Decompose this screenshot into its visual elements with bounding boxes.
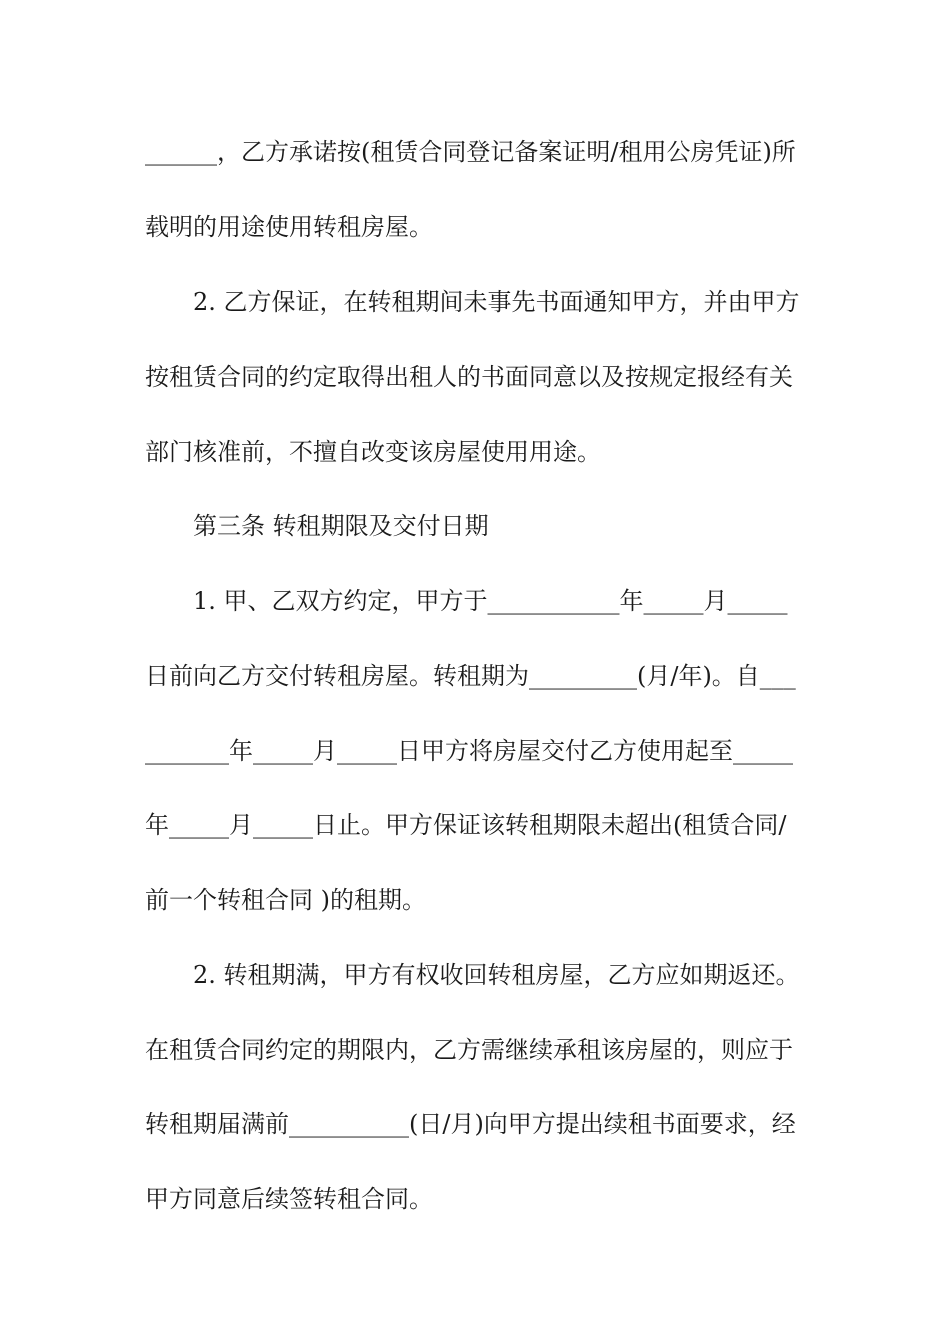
article-3-heading: 第三条 转租期限及交付日期 xyxy=(193,512,489,540)
text-line: 载明的用途使用转租房屋。 xyxy=(145,213,433,241)
text-line: 部门核准前，不擅自改变该房屋使用用途。 xyxy=(145,438,601,466)
text-line: 前一个转租合同 )的租期。 xyxy=(145,886,426,914)
clause-1-paragraph: 1. 甲、乙双方约定，甲方于___________年_____月_____ xyxy=(193,587,788,615)
text-line: 年_____月_____日止。甲方保证该转租期限未超出(租赁合同/ xyxy=(145,811,787,839)
clause-2-paragraph: 2. 乙方保证，在转租期间未事先书面通知甲方，并由甲方 xyxy=(193,288,800,316)
text-line: 转租期届满前__________(日/月)向甲方提出续租书面要求，经 xyxy=(145,1110,796,1138)
text-line: 甲方同意后续签转租合同。 xyxy=(145,1185,433,1213)
clause-2-paragraph: 2. 转租期满，甲方有权收回转租房屋，乙方应如期返还。 xyxy=(193,961,800,989)
text-line: ______，乙方承诺按(租赁合同登记备案证明/租用公房凭证)所 xyxy=(145,138,796,166)
text-line: 日前向乙方交付转租房屋。转租期为_________(月/年)。自___ xyxy=(145,662,796,690)
text-line: 在租赁合同约定的期限内，乙方需继续承租该房屋的，则应于 xyxy=(145,1036,793,1064)
text-line: 按租赁合同的约定取得出租人的书面同意以及按规定报经有关 xyxy=(145,363,793,391)
text-line: _______年_____月_____日甲方将房屋交付乙方使用起至_____ xyxy=(145,737,793,765)
